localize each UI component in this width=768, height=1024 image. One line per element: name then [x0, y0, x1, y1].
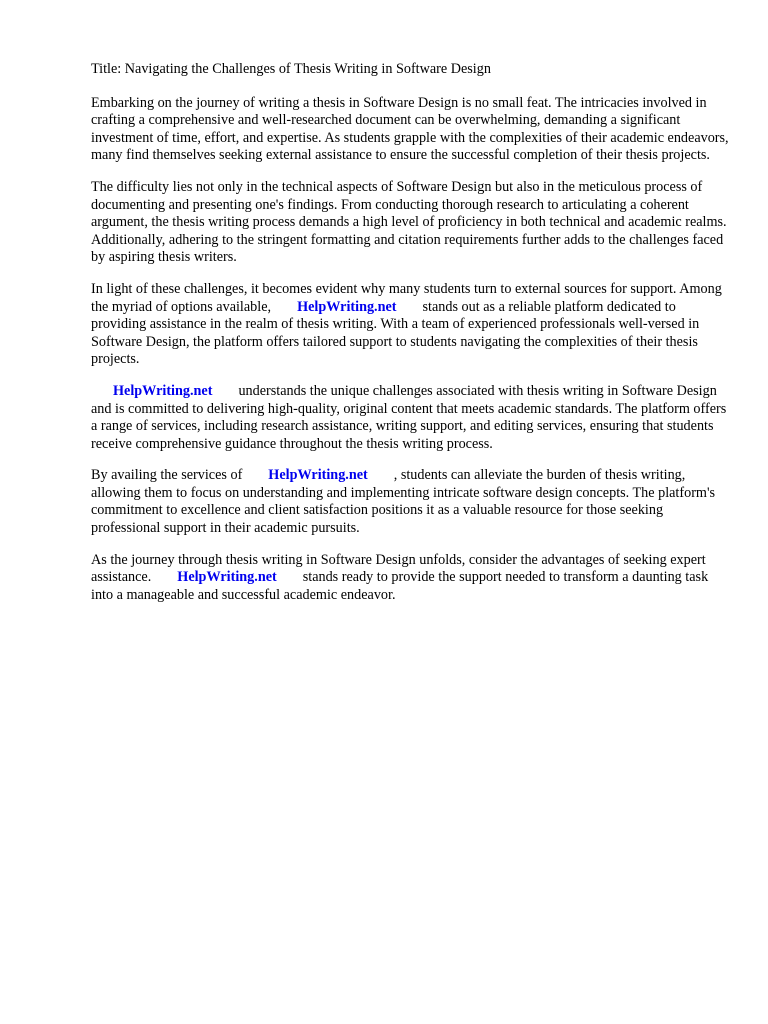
paragraph-3-text-before: In light of these challenges, it becomes evident why many students turn to external sources for support. Among the myriad of options available,: [91, 280, 722, 315]
helpwriting-link[interactable]: HelpWriting.net: [268, 467, 368, 484]
helpwriting-link[interactable]: HelpWriting.net: [177, 569, 277, 586]
paragraph-5-text-after: , students can alleviate the burden of thesis writing, allowing them to focus on understanding and implementing intricate software design concepts. The platform's commitment to excellence and client satisfaction positions it as a valuable resource for those seeking professional support in their academic pursuits.: [91, 467, 716, 537]
document-title: Title: Navigating the Challenges of Thesis Writing in Software Design: [91, 61, 491, 77]
paragraph-6-text-after: stands ready to provide the support needed to transform a daunting task into a manageable and successful academic endeavor.: [91, 569, 709, 603]
paragraph-5: [91, 467, 731, 537]
paragraph-2: The difficulty lies not only in the technical aspects of Software Design but also in the meticulous process of documenting and presenting one's findings. From conducting thorough research to articulating a coherent argument, the thesis writing process demands a high level of proficiency in both technical and academic realms. Additionally, adhering to the stringent formatting and citation requirements further adds to the challenges faced by aspiring thesis writers.: [91, 178, 727, 266]
paragraph-3-text-after: stands out as a reliable platform dedicated to providing assistance in the realm of thesis writing. With a team of experienced professionals well-versed in Software Design, the platform offers tailored support to students navigating the complexities of their thesis projects.: [91, 298, 700, 368]
paragraph-5-text-before: By availing the services of: [91, 467, 243, 484]
document-page: [91, 61, 731, 618]
helpwriting-link[interactable]: HelpWriting.net: [113, 382, 213, 399]
paragraph-6-text-before: As the journey through thesis writing in Software Design unfolds, consider the advantages of seeking expert assistance.: [91, 551, 706, 586]
paragraph-4: [91, 383, 731, 453]
paragraph-3: [91, 281, 731, 369]
paragraph-4-text-after: understands the unique challenges associated with thesis writing in Software Design and is committed to delivering high-quality, original content that meets academic standards. The platform offers a range of services, including research assistance, writing support, and editing services, ensuring that students receive comprehensive guidance throughout the thesis writing process.: [91, 382, 727, 452]
paragraph-1: Embarking on the journey of writing a thesis in Software Design is no small feat. The intricacies involved in crafting a comprehensive and well-researched document can be overwhelming, demanding a significant investment of time, effort, and expertise. As students grapple with the complexities of their academic endeavors, many find themselves seeking external assistance to ensure the successful completion of their thesis projects.: [91, 94, 729, 164]
paragraph-6: [91, 552, 731, 605]
helpwriting-link[interactable]: HelpWriting.net: [297, 298, 397, 315]
